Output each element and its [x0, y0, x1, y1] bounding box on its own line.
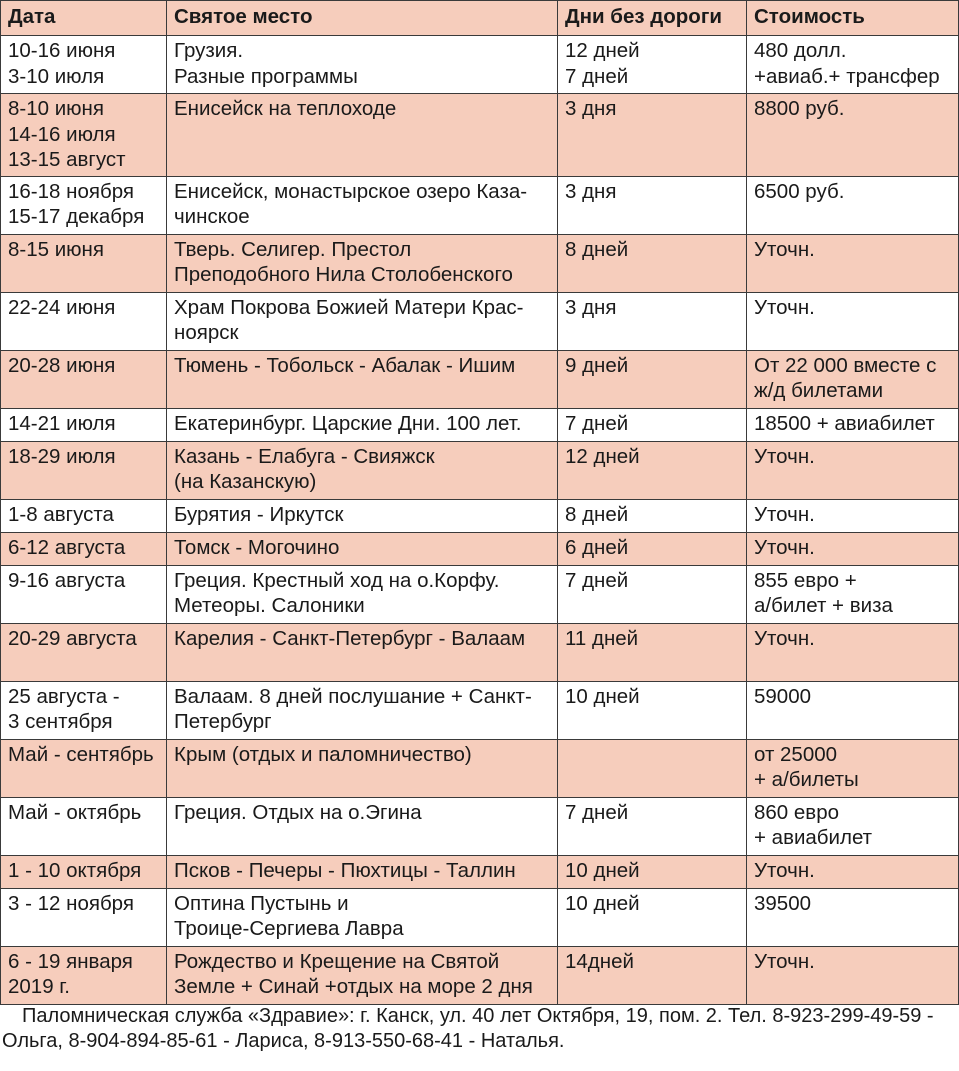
- days-text: 12 дней: [565, 444, 640, 468]
- table-row: [1, 532, 959, 565]
- days-text: 14дней: [565, 949, 634, 973]
- cost-text: Уточн.: [754, 237, 815, 261]
- date-text: 6-12 августа: [8, 535, 126, 559]
- cell-place: [167, 441, 558, 499]
- days-text: 7 дней: [565, 64, 629, 88]
- table-row: [1, 94, 959, 177]
- cell-date: [1, 739, 167, 797]
- days-text: 7 дней: [565, 411, 629, 435]
- cell-date: [1, 499, 167, 532]
- cell-cost: [747, 234, 959, 292]
- place-text: Томск - Могочино: [174, 535, 340, 559]
- place-text: Метеоры. Салоники: [174, 594, 365, 617]
- date-text: 9-16 августа: [8, 568, 126, 592]
- cell-date: [1, 855, 167, 888]
- place-text: ноярск: [174, 321, 239, 344]
- cell-days: [558, 739, 747, 797]
- date-text: 1 - 10 октября: [8, 858, 142, 882]
- place-text: Оптина Пустынь и: [174, 891, 349, 915]
- cell-days: [558, 855, 747, 888]
- date-text: 2019 г.: [8, 975, 70, 998]
- table-row: [1, 946, 959, 1004]
- table-row: [1, 623, 959, 681]
- date-text: 6 - 19 января: [8, 949, 133, 973]
- cost-text: 39500: [754, 891, 812, 915]
- place-text: Разные программы: [174, 64, 358, 88]
- cell-cost: [747, 532, 959, 565]
- cell-place: [167, 888, 558, 946]
- cell-date: [1, 36, 167, 94]
- date-text: 3-10 июля: [8, 64, 105, 88]
- place-text: Крым (отдых и паломничество): [174, 742, 472, 766]
- cost-text: Уточн.: [754, 949, 815, 973]
- place-text: Храм Покрова Божией Матери Крас-: [174, 295, 524, 319]
- cell-place: [167, 94, 558, 177]
- table-row: [1, 565, 959, 623]
- table-row: [1, 292, 959, 350]
- days-text: 11 дней: [565, 626, 639, 650]
- date-text: 14-21 июля: [8, 411, 116, 435]
- cell-date: [1, 408, 167, 441]
- cell-days: [558, 532, 747, 565]
- cost-text: 8800 руб.: [754, 97, 845, 120]
- cost-text: от 25000: [754, 742, 838, 766]
- cell-days: [558, 797, 747, 855]
- cell-days: [558, 499, 747, 532]
- cell-days: [558, 176, 747, 234]
- days-text: 8 дней: [565, 237, 629, 261]
- cell-place: [167, 797, 558, 855]
- days-text: 10 дней: [565, 858, 640, 882]
- cell-cost: [747, 176, 959, 234]
- place-text: Казань - Елабуга - Свияжск: [174, 444, 435, 468]
- date-text: 16-18 ноября: [8, 179, 134, 203]
- cell-place: [167, 292, 558, 350]
- table-row: [1, 234, 959, 292]
- days-text: 10 дней: [565, 891, 640, 915]
- cost-text: От 22 000 вместе с: [754, 353, 937, 377]
- cell-days: [558, 408, 747, 441]
- place-text: Бурятия - Иркутск: [174, 502, 344, 526]
- date-text: 20-28 июня: [8, 353, 116, 377]
- table-row: [1, 739, 959, 797]
- date-text: 8-10 июня: [8, 97, 104, 120]
- cost-text: Уточн.: [754, 626, 815, 650]
- place-text: Енисейск, монастырское озеро Каза-: [174, 179, 528, 203]
- cell-date: [1, 350, 167, 408]
- date-text: 18-29 июля: [8, 444, 116, 468]
- cost-text: 855 евро +: [754, 568, 857, 592]
- place-text: (на Казанскую): [174, 470, 317, 493]
- cell-place: [167, 855, 558, 888]
- place-text: Троице-Сергиева Лавра: [174, 917, 404, 940]
- cell-date: [1, 946, 167, 1004]
- cell-place: [167, 350, 558, 408]
- cell-place: [167, 36, 558, 94]
- cell-cost: [747, 350, 959, 408]
- cell-cost: [747, 946, 959, 1004]
- cell-cost: [747, 292, 959, 350]
- cost-text: Уточн.: [754, 535, 815, 559]
- cell-days: [558, 946, 747, 1004]
- date-text: 13-15 август: [8, 148, 126, 171]
- cell-date: [1, 681, 167, 739]
- cell-days: [558, 94, 747, 177]
- cell-date: [1, 623, 167, 681]
- cell-date: [1, 532, 167, 565]
- days-text: 3 дня: [565, 97, 617, 120]
- date-text: 15-17 декабря: [8, 205, 145, 228]
- cell-place: [167, 623, 558, 681]
- cell-place: [167, 739, 558, 797]
- days-text: 3 дня: [565, 179, 617, 203]
- place-text: Греция. Крестный ход на о.Корфу.: [174, 568, 500, 592]
- days-text: 7 дней: [565, 568, 629, 592]
- date-text: 22-24 июня: [8, 295, 116, 319]
- cell-place: [167, 565, 558, 623]
- cost-text: Уточн.: [754, 502, 815, 526]
- cell-date: [1, 176, 167, 234]
- date-text: 20-29 августа: [8, 626, 137, 650]
- days-text: 12 дней: [565, 39, 640, 62]
- days-text: 10 дней: [565, 684, 640, 708]
- cost-text: 860 евро: [754, 800, 839, 824]
- place-text: Псков - Печеры - Пюхтицы - Таллин: [174, 858, 516, 882]
- place-text: Земле + Синай +отдых на море 2 дня: [174, 975, 533, 998]
- cell-place: [167, 532, 558, 565]
- date-text: 25 августа -: [8, 684, 120, 708]
- place-text: Преподобного Нила Столобенского: [174, 263, 513, 286]
- date-text: 3 - 12 ноября: [8, 891, 134, 915]
- place-text: чинское: [174, 205, 250, 228]
- place-text: Валаам. 8 дней послушание + Санкт-: [174, 684, 532, 708]
- date-text: 1-8 августа: [8, 502, 114, 526]
- table-row: [1, 176, 959, 234]
- table-row: [1, 408, 959, 441]
- cell-days: [558, 565, 747, 623]
- header-days: Дни без дороги: [558, 1, 747, 36]
- cell-days: [558, 234, 747, 292]
- cost-text: 6500 руб.: [754, 179, 845, 203]
- days-text: 8 дней: [565, 502, 629, 526]
- cost-text: ж/д билетами: [754, 379, 884, 402]
- cost-text: а/билет + виза: [754, 594, 893, 617]
- table-row: [1, 797, 959, 855]
- date-text: Май - октябрь: [8, 800, 142, 824]
- cost-text: + авиабилет: [754, 826, 873, 849]
- table-body: [1, 36, 959, 1005]
- days-text: 7 дней: [565, 800, 629, 824]
- date-text: 3 сентября: [8, 710, 113, 733]
- cell-place: [167, 234, 558, 292]
- cell-place: [167, 176, 558, 234]
- cell-cost: [747, 499, 959, 532]
- cell-place: [167, 946, 558, 1004]
- table-header-row: [1, 1, 959, 36]
- place-text: Тюмень - Тобольск - Абалак - Ишим: [174, 353, 516, 377]
- date-text: 8-15 июня: [8, 237, 104, 261]
- cost-text: 480 долл.: [754, 39, 847, 62]
- cell-place: [167, 408, 558, 441]
- place-text: Тверь. Селигер. Престол: [174, 237, 412, 261]
- cost-text: +авиаб.+ трансфер: [754, 64, 940, 88]
- date-text: Май - сентябрь: [8, 742, 154, 766]
- place-text: Карелия - Санкт-Петербург - Валаам: [174, 626, 526, 650]
- place-text: Грузия.: [174, 39, 244, 62]
- days-text: 9 дней: [565, 353, 629, 377]
- cell-cost: [747, 623, 959, 681]
- cost-text: Уточн.: [754, 858, 815, 882]
- header-cost: Стоимость: [747, 1, 959, 36]
- footer-line-2: Ольга, 8-904-894-85-61 - Лариса, 8-913-550-68-41 - Наталья.: [2, 1030, 565, 1052]
- cell-date: [1, 441, 167, 499]
- cell-cost: [747, 681, 959, 739]
- cost-text: + а/билеты: [754, 768, 859, 791]
- cell-date: [1, 797, 167, 855]
- cell-days: [558, 350, 747, 408]
- cell-days: [558, 681, 747, 739]
- cell-cost: [747, 565, 959, 623]
- table-row: [1, 441, 959, 499]
- cell-cost: [747, 94, 959, 177]
- cell-cost: [747, 888, 959, 946]
- table-row: [1, 499, 959, 532]
- cost-text: Уточн.: [754, 444, 815, 468]
- cell-days: [558, 36, 747, 94]
- cell-place: [167, 499, 558, 532]
- cell-cost: [747, 441, 959, 499]
- cell-days: [558, 441, 747, 499]
- table-row: [1, 36, 959, 94]
- cell-date: [1, 234, 167, 292]
- table-row: [1, 888, 959, 946]
- cell-date: [1, 565, 167, 623]
- date-text: 14-16 июля: [8, 122, 116, 146]
- cost-text: 18500 + авиабилет: [754, 411, 935, 435]
- cell-days: [558, 292, 747, 350]
- place-text: Петербург: [174, 710, 272, 733]
- cell-cost: [747, 408, 959, 441]
- cell-cost: [747, 36, 959, 94]
- cost-text: 59000: [754, 684, 812, 708]
- header-date: Дата: [1, 1, 167, 36]
- table-row: [1, 681, 959, 739]
- days-text: 6 дней: [565, 535, 629, 559]
- cell-date: [1, 94, 167, 177]
- table-row: [1, 855, 959, 888]
- days-text: 3 дня: [565, 295, 617, 319]
- place-text: Екатеринбург. Царские Дни. 100 лет.: [174, 411, 522, 435]
- table-row: [1, 350, 959, 408]
- place-text: Рождество и Крещение на Святой: [174, 949, 500, 973]
- cell-place: [167, 681, 558, 739]
- place-text: Енисейск на теплоходе: [174, 97, 397, 120]
- cell-cost: [747, 739, 959, 797]
- cell-date: [1, 292, 167, 350]
- place-text: Греция. Отдых на о.Эгина: [174, 800, 422, 824]
- date-text: 10-16 июня: [8, 39, 116, 62]
- cost-text: Уточн.: [754, 295, 815, 319]
- header-place: Святое место: [167, 1, 558, 36]
- cell-days: [558, 623, 747, 681]
- contact-footer: [0, 1004, 959, 1054]
- cell-date: [1, 888, 167, 946]
- footer-line-1: Паломническая служба «Здравие»: г. Канск, ул. 40 лет Октября, 19, пом. 2. Тел. 8-923-299-49-59 -: [22, 1005, 934, 1027]
- cell-days: [558, 888, 747, 946]
- cell-cost: [747, 855, 959, 888]
- cell-cost: [747, 797, 959, 855]
